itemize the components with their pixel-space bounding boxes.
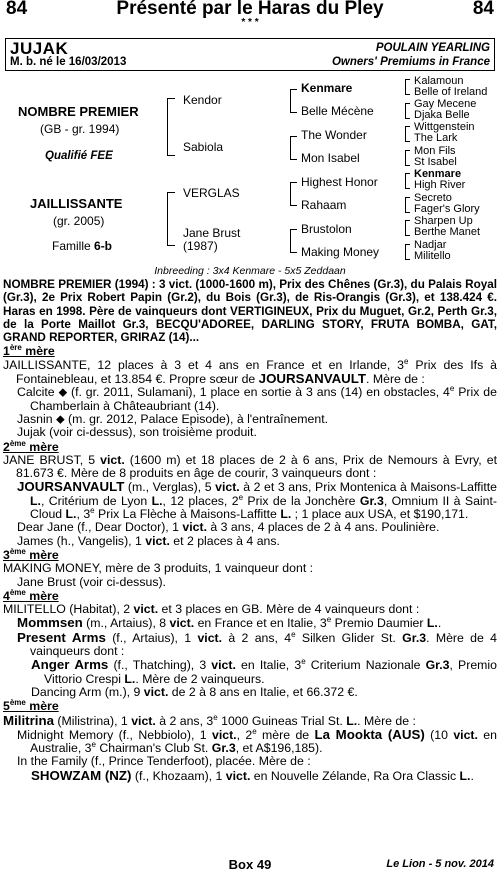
sire-note: Qualifié FEE (45, 150, 113, 162)
sire-bracket (167, 98, 175, 156)
title-stars: * * * (241, 17, 259, 28)
horse-name: JUJAK (10, 39, 69, 58)
g4-12: Fager's Glory (414, 203, 480, 215)
dam-bracket (167, 192, 175, 246)
dam-2-entry: JANE BRUST, 5 vict. (1600 m) et 18 places de 2 à 6 ans, Prix de Nemours à Evry, et 81.673 €. Mère de 8 produits en âge de courir, 3 vainqueurs dont : (3, 452, 497, 481)
g4-9: Kenmare (414, 168, 462, 180)
g3-1: Kenmare (301, 81, 353, 95)
produce-jane-brust: Jane Brust (voir ci-dessus). (17, 574, 166, 589)
g4-5: Wittgenstein (414, 121, 475, 133)
g4-7: Mon Fils (414, 145, 456, 157)
section-3-heading: 3ème mère (3, 546, 59, 562)
horse-name-box (5, 38, 495, 71)
produce-jasnin: Jasnin ⬥ (m. gr. 2012, Palace Episode), à l'entraînement. (17, 411, 329, 426)
bracket-3-4 (405, 150, 410, 166)
bracket-2a (290, 89, 297, 113)
section-4-heading: 4ème mère (3, 587, 59, 603)
produce-anger-arms: Anger Arms (f., Thatching), 3 vict. en Italie, 3e Criterium Nazionale Gr.3, Premio Vittorio Crespi L.. Mère de 2 vainqueurs. (31, 657, 497, 686)
g4-11: Secreto (414, 192, 452, 204)
page-header (0, 0, 500, 32)
g4-4: Djaka Belle (414, 109, 470, 121)
bracket-3-5 (405, 173, 410, 189)
bracket-2c (290, 182, 297, 206)
g3-2: Belle Mécène (301, 104, 374, 118)
g4-2: Belle of Ireland (414, 86, 488, 98)
bracket-3-3 (405, 126, 410, 142)
dam-1-entry: JAILLISSANTE, 12 places à 3 et 4 ans en France et en Irlande, 3e Prix des Ifs à Fontainebleau, et 13.854 €. Propre sœur de JOURSANVAULT. Mère de : (3, 356, 497, 387)
bracket-2b (290, 136, 297, 160)
g4-13: Sharpen Up (414, 215, 473, 227)
lot-number-left: 84 (6, 0, 28, 19)
dam-family: Famille 6-b (52, 239, 113, 253)
produce-showzam: SHOWZAM (NZ) (f., Khozaam), 1 vict. en Nouvelle Zélande, Ra Ora Classic L.. (31, 767, 474, 783)
lot-number-right: 84 (472, 0, 494, 19)
produce-joursanvault: JOURSANVAULT (m., Verglas), 5 vict. à 2 et 3 ans, Prix Montenica à Maisons-Laffitte L., Critérium de Lyon L., 12 places, 2e Prix de la Jonchère Gr.3, Omnium II à Saint-Cloud L., 3e Prix La Flèche à Maisons-Laffitte L. ; 1 place aux USA, et $190,171. (17, 479, 497, 522)
g4-14: Berthe Manet (414, 226, 481, 238)
page-footer (0, 857, 500, 875)
bracket-3-8 (405, 244, 410, 260)
produce-dear-jane: Dear Jane (f., Dear Doctor), 1 vict. à 3 ans, 4 places de 2 à 4 ans. Poulinière. (17, 520, 440, 535)
g3-3: The Wonder (301, 128, 367, 142)
sire-summary: NOMBRE PREMIER (1994) : 3 vict. (1000-1600 m), Prix des Chênes (Gr.3), du Palais Royal (Gr.3), 2e Prix Robert Papin (Gr.2), du Bois (Gr.3), de Ris-Orangis (Gr.3), et 138.424 €. Haras en 1998. Père de vainqueurs dont VERTIGINEUX, Prix du Muguet, Gr.2, Perth Gr.3, de la Porte Maillot Gr.3, BECQU'ADOREE, DARLING STORY, FRUTA BOMBA, GAT, GRAND REPORTER, GRIRAZ (14)... (3, 278, 497, 345)
sire-info: (GB - gr. 1994) (40, 122, 120, 136)
bracket-3-6 (405, 197, 410, 213)
page-title: Présenté par le Haras du Pley (116, 0, 384, 19)
produce-calcite: Calcite ⬥ (f. gr. 2011, Sulamani), 1 place en sortie à 3 ans (14) en obstacles, 4e Prix de Chamberlain à Châteaubriant (14). (17, 384, 497, 413)
produce-james: James (h., Vangelis), 1 vict. et 2 places à 4 ans. (17, 533, 280, 548)
g4-1: Kalamoun (414, 75, 464, 87)
produce-in-the-family: In the Family (f., Prince Tenderfoot), placée. Mère de : (17, 754, 311, 769)
section-5-heading: 5ème mère (3, 698, 59, 714)
sire-dam: Sabiola (183, 140, 224, 154)
bracket-2d (290, 229, 297, 253)
g4-8: St Isabel (414, 156, 457, 168)
g3-5: Highest Honor (301, 175, 378, 189)
dam-3-entry: MAKING MONEY, mère de 3 produits, 1 vainqueur dont : (3, 561, 314, 576)
dam-info: (gr. 2005) (53, 214, 105, 228)
g3-7: Brustolon (301, 222, 352, 236)
dam-4-entry: MILITELLO (Habitat), 2 vict. et 3 places en GB. Mère de 4 vainqueurs dont : (3, 602, 420, 617)
dam-dam-year: (1987) (183, 239, 218, 253)
g4-10: High River (414, 179, 466, 191)
dam-name: JAILLISSANTE (30, 196, 123, 211)
g4-15: Nadjar (414, 239, 447, 251)
inbreeding-note: Inbreeding : 3x4 Kenmare - 5x5 Zeddaan (154, 265, 346, 277)
produce-mommsen: Mommsen (m., Artaius), 8 vict. en France et en Italie, 3e Premio Daumier L.. (17, 615, 442, 631)
g4-6: The Lark (414, 132, 458, 144)
bracket-3-2 (405, 103, 410, 119)
produce-dancing-arm: Dancing Arm (m.), 9 vict. de 2 à 8 ans en Italie, et 66.372 €. (31, 684, 358, 699)
g4-3: Gay Mecene (414, 98, 477, 110)
produce-midnight-memory: Midnight Memory (f., Nebbiolo), 1 vict., 2e mère de La Mookta (AUS) (10 vict. en Australie, 3e Chairman's Club St. Gr.3, et A$196,185). (17, 726, 497, 756)
dam-5-entry: Militrina (Milistrina), 1 vict. à 2 ans, 3e 1000 Guineas Trial St. L.. Mère de : (3, 712, 416, 728)
owners-premiums: Owners' Premiums in France (331, 56, 490, 68)
g4-16: Militello (414, 250, 451, 262)
section-2-heading: 2ème mère (3, 438, 59, 454)
box-number: Box 49 (228, 857, 272, 872)
produce-present-arms: Present Arms (f., Artaius), 1 vict. à 2 ans, 4e Silken Glider St. Gr.3. Mère de 4 vainqueurs dont : (17, 629, 497, 659)
dam-dam: Jane Brust (183, 226, 241, 240)
horse-birth: M. b. né le 16/03/2013 (10, 56, 127, 68)
horse-category: POULAIN YEARLING (375, 42, 490, 54)
produce-jujak: Jujak (voir ci-dessus), son troisième produit. (17, 425, 257, 440)
g3-8: Making Money (301, 245, 380, 259)
bracket-3-1 (405, 79, 410, 95)
pedigree-chart (0, 72, 500, 277)
bracket-3-7 (405, 220, 410, 236)
dam-sire: VERGLAS (183, 186, 240, 200)
section-1-heading: 1ère mère (3, 343, 55, 359)
g3-4: Mon Isabel (301, 151, 360, 165)
g3-6: Rahaam (301, 198, 347, 212)
sale-date: Le Lion - 5 nov. 2014 (386, 858, 494, 870)
catalogue-text (3, 278, 497, 783)
sire-name: NOMBRE PREMIER (18, 104, 139, 119)
sire-sire: Kendor (183, 93, 222, 107)
